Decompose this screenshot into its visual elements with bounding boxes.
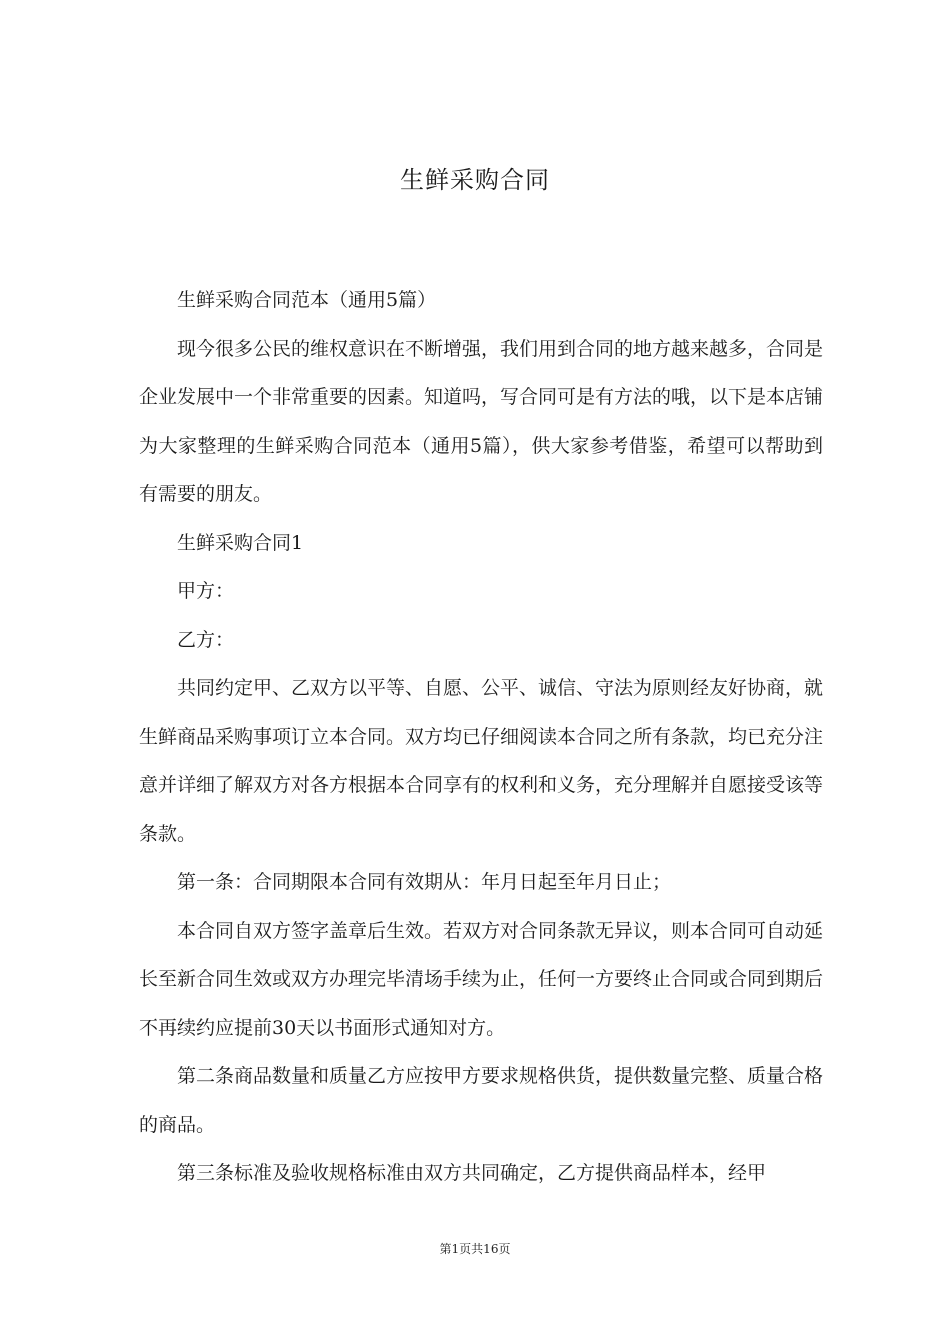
document-title: 生鲜采购合同 (400, 166, 550, 194)
paragraph-subtitle: 生鲜采购合同范本（通用5篇） (177, 289, 437, 311)
paragraph-agreement: 共同约定甲、乙双方以平等、自愿、公平、诚信、守法为原则经友好协商，就生鲜商品采购事项订立本合同。双方均已仔细阅读本合同之所有条款，均已充分注意并详细了解双方对各方根据本合同享有的权利和义务，充分理解并自愿接受该等条款。 (139, 677, 824, 845)
paragraph-party-a: 甲方： (177, 580, 235, 602)
paragraph-party-b: 乙方： (177, 628, 235, 651)
document-body (139, 276, 823, 1198)
paragraph-intro: 现今很多公民的维权意识在不断增强，我们用到合同的地方越来越多，合同是企业发展中一个非常重要的因素。知道吗，写合同可是有方法的哦，以下是本店铺为大家整理的生鲜采购合同范本（通用5篇），供大家参考借鉴，希望可以帮助到有需要的朋友。 (139, 337, 824, 505)
paragraph-effective: 本合同自双方签字盖章后生效。若双方对合同条款无异议，则本合同可自动延长至新合同生效或双方办理完毕清场手续为止，任何一方要终止合同或合同到期后不再续约应提前30天以书面形式通知对方。 (139, 919, 824, 1039)
paragraph-article-2: 第二条商品数量和质量乙方应按甲方要求规格供货，提供数量完整、质量合格的商品。 (139, 1065, 824, 1136)
paragraph-contract-heading: 生鲜采购合同1 (177, 531, 304, 554)
page-footer: 第1页共16页 (439, 1242, 511, 1256)
paragraph-article-1: 第一条：合同期限本合同有效期从：年月日起至年月日止； (177, 871, 672, 893)
paragraph-article-3: 第三条标准及验收规格标准由双方共同确定，乙方提供商品样本，经甲 (177, 1162, 767, 1184)
